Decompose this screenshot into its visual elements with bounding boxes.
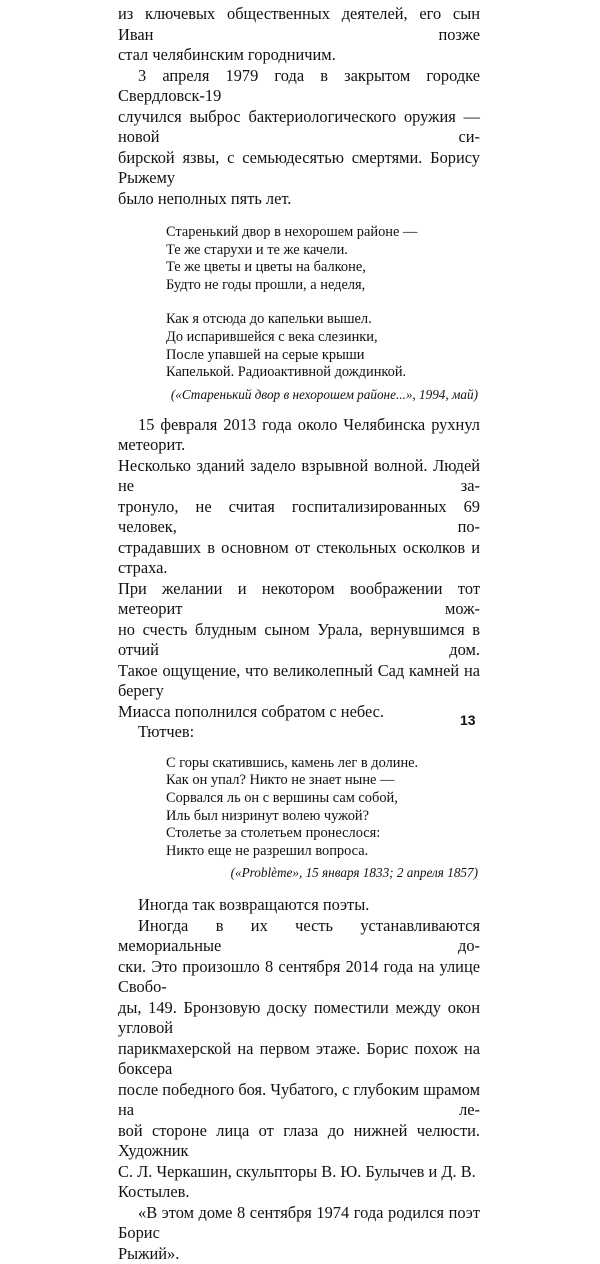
text-line: ды, 149. Бронзовую доску поместили между окон угловой bbox=[118, 997, 480, 1038]
source-title: «Problème» bbox=[235, 865, 299, 881]
text-line: При желании и некотором воображении тот метеорит мож- bbox=[118, 578, 480, 619]
poem-source: («Старенький двор в нехорошем районе...», 1994, май) bbox=[170, 386, 478, 402]
poem-staren-dvor bbox=[166, 224, 480, 382]
text-line: вой стороне лица от глаза до нижней челюсти. Художник bbox=[118, 1120, 480, 1161]
text-column bbox=[118, 4, 480, 1264]
poem-source bbox=[118, 864, 480, 881]
poem-line: С горы скатившись, камень лег в долине. bbox=[166, 754, 419, 771]
paragraph-1979 bbox=[118, 66, 480, 210]
text-line: парикмахерской на первом этаже. Борис похож на боксера bbox=[118, 1038, 480, 1079]
poem-line: Те же цветы и цветы на балконе, bbox=[166, 259, 366, 276]
source-open-paren: ( bbox=[230, 865, 235, 881]
poem-stanza bbox=[166, 311, 480, 381]
source-dates: , 15 января 1833; 2 апреля 1857) bbox=[298, 865, 478, 881]
text-line: после победного боя. Чубатого, с глубоким шрамом на ле- bbox=[118, 1079, 480, 1120]
paragraph-continuation bbox=[118, 4, 480, 66]
poem-line: Столетье за столетьем пронеслося: bbox=[166, 825, 381, 842]
text-line: стал челябинским городничим. bbox=[118, 45, 336, 64]
poem-line: До испарившейся с века слезинки, bbox=[166, 328, 378, 345]
paragraph-tyutchev: Тютчев: bbox=[138, 722, 195, 742]
paragraph-memorial bbox=[118, 916, 480, 1203]
text-line: бирской язвы, с семьюдесятью смертями. Борису Рыжему bbox=[118, 147, 480, 187]
poem-line: Никто еще не разрешил вопроса. bbox=[166, 842, 369, 859]
text-line: тронуло, не считая госпитализированных 69 человек, по- bbox=[118, 496, 480, 537]
poem-line: Как он упал? Никто не знает ныне — bbox=[166, 772, 395, 789]
spacer bbox=[118, 881, 480, 895]
text-line: страдавших в основном от стекольных осколков и страха. bbox=[118, 537, 480, 578]
text-line: ски. Это произошло 8 сентября 2014 года на улице Свобо- bbox=[118, 956, 480, 997]
text-line: из ключевых общественных деятелей, его сын Иван позже bbox=[118, 4, 480, 44]
text-line: но счесть блудным сыном Урала, вернувшимся в отчий дом. bbox=[118, 619, 480, 660]
text-line: Миасса пополнился собратом с небес. bbox=[118, 701, 385, 721]
text-line: 15 февраля 2013 года около Челябинска рухнул метеорит. bbox=[118, 414, 480, 455]
spacer bbox=[118, 403, 480, 415]
text-line: Рыжий». bbox=[118, 1243, 180, 1263]
text-line: «В этом доме 8 сентября 1974 года родился поэт Борис bbox=[118, 1202, 480, 1243]
text-line: было неполных пять лет. bbox=[118, 188, 292, 208]
poem-line: Как я отсюда до капельки вышел. bbox=[166, 311, 372, 328]
poem-line: Те же старухи и те же качели. bbox=[166, 241, 348, 258]
text-line: 3 апреля 1979 года в закрытом городке Свердловск-19 bbox=[118, 65, 480, 105]
page-number: 13 bbox=[460, 712, 476, 728]
paragraph-inscription bbox=[118, 1203, 480, 1264]
text-line: Несколько зданий задело взрывной волной. Людей не за- bbox=[118, 455, 480, 496]
text-line: случился выброс бактериологического оружия — новой си- bbox=[118, 106, 480, 146]
poem-line: Иль был низринут волею чужой? bbox=[166, 807, 370, 824]
text-line: Иногда в их честь устанавливаются мемориальные до- bbox=[118, 915, 480, 956]
poem-stanza bbox=[166, 755, 480, 861]
poem-line: Капелькой. Радиоактивной дождинкой. bbox=[166, 364, 407, 381]
poem-line: Сорвался ль он с вершины сам собой, bbox=[166, 789, 398, 806]
poem-line: Старенький двор в нехорошем районе — bbox=[166, 224, 418, 240]
paragraph-poets-return: Иногда так возвращаются поэты. bbox=[138, 895, 370, 915]
text-line: Такое ощущение, что великолепный Сад камней на берегу bbox=[118, 660, 480, 701]
poem-line: После упавшей на серые крыши bbox=[166, 346, 365, 363]
poem-probleme bbox=[166, 755, 480, 861]
poem-line: Будто не годы прошли, а неделя, bbox=[166, 276, 366, 293]
poem-stanza bbox=[166, 224, 480, 294]
text-line: С. Л. Черкашин, скульпторы В. Ю. Булычев и Д. В. Костылев. bbox=[118, 1161, 476, 1202]
paragraph-meteorite bbox=[118, 415, 480, 723]
